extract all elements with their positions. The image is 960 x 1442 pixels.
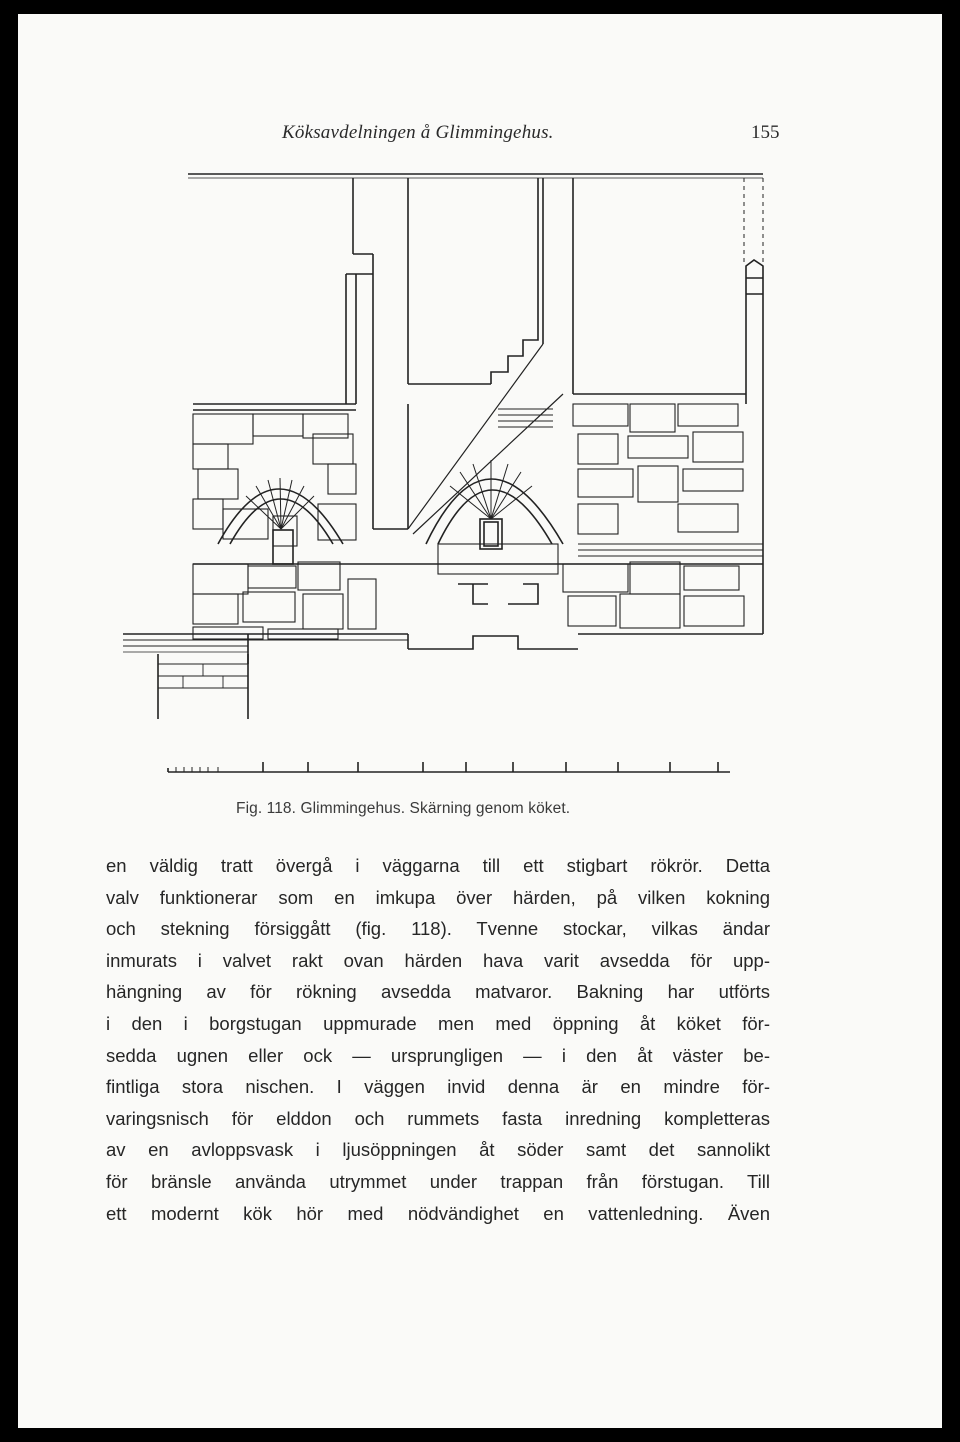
running-title: Köksavdelningen å Glimmingehus. [282,122,554,143]
text-line: en väldig tratt övergå i väggarna till ett stigbart rökrör. Detta [106,855,770,876]
text-line: och stekning försiggått (fig. 118). Tvenne stockar, vilkas ändar [106,918,770,940]
text-line: valv funktionerar som en imkupa över härden, på vilken kokning [106,886,770,908]
text-line: av en avloppsvask i ljusöppningen åt söder samt det sannolikt [106,1139,770,1161]
page-number: 155 [751,122,780,143]
text-line: ett modernt kök hör med nödvändighet en vattenledning. Även [106,1202,770,1224]
text-line: sedda ugnen eller ock — ursprungligen — i den åt väster be- [106,1044,770,1066]
text-line: för bränsle använda utrymmet under trappan från förstugan. Till [106,1170,770,1192]
text-line: fintliga stora nischen. I väggen invid denna är en mindre för- [106,1076,770,1098]
section-drawing [18,164,942,804]
body-text [106,850,770,1229]
kitchen-section-drawing [18,164,942,804]
text-line: inmurats i valvet rakt ovan härden hava varit avsedda för upp- [106,949,770,971]
book-page [18,14,942,1428]
text-line: hängning av för rökning avsedda matvaror. Bakning har utförts [106,981,770,1003]
text-line: i den i borgstugan uppmurade men med öppning åt köket för- [106,1012,770,1034]
running-head [18,122,942,152]
figure-caption: Fig. 118. Glimmingehus. Skärning genom köket. [236,800,571,817]
text-line: varingsnisch för elddon och rummets fasta inredning kompletteras [106,1107,770,1129]
